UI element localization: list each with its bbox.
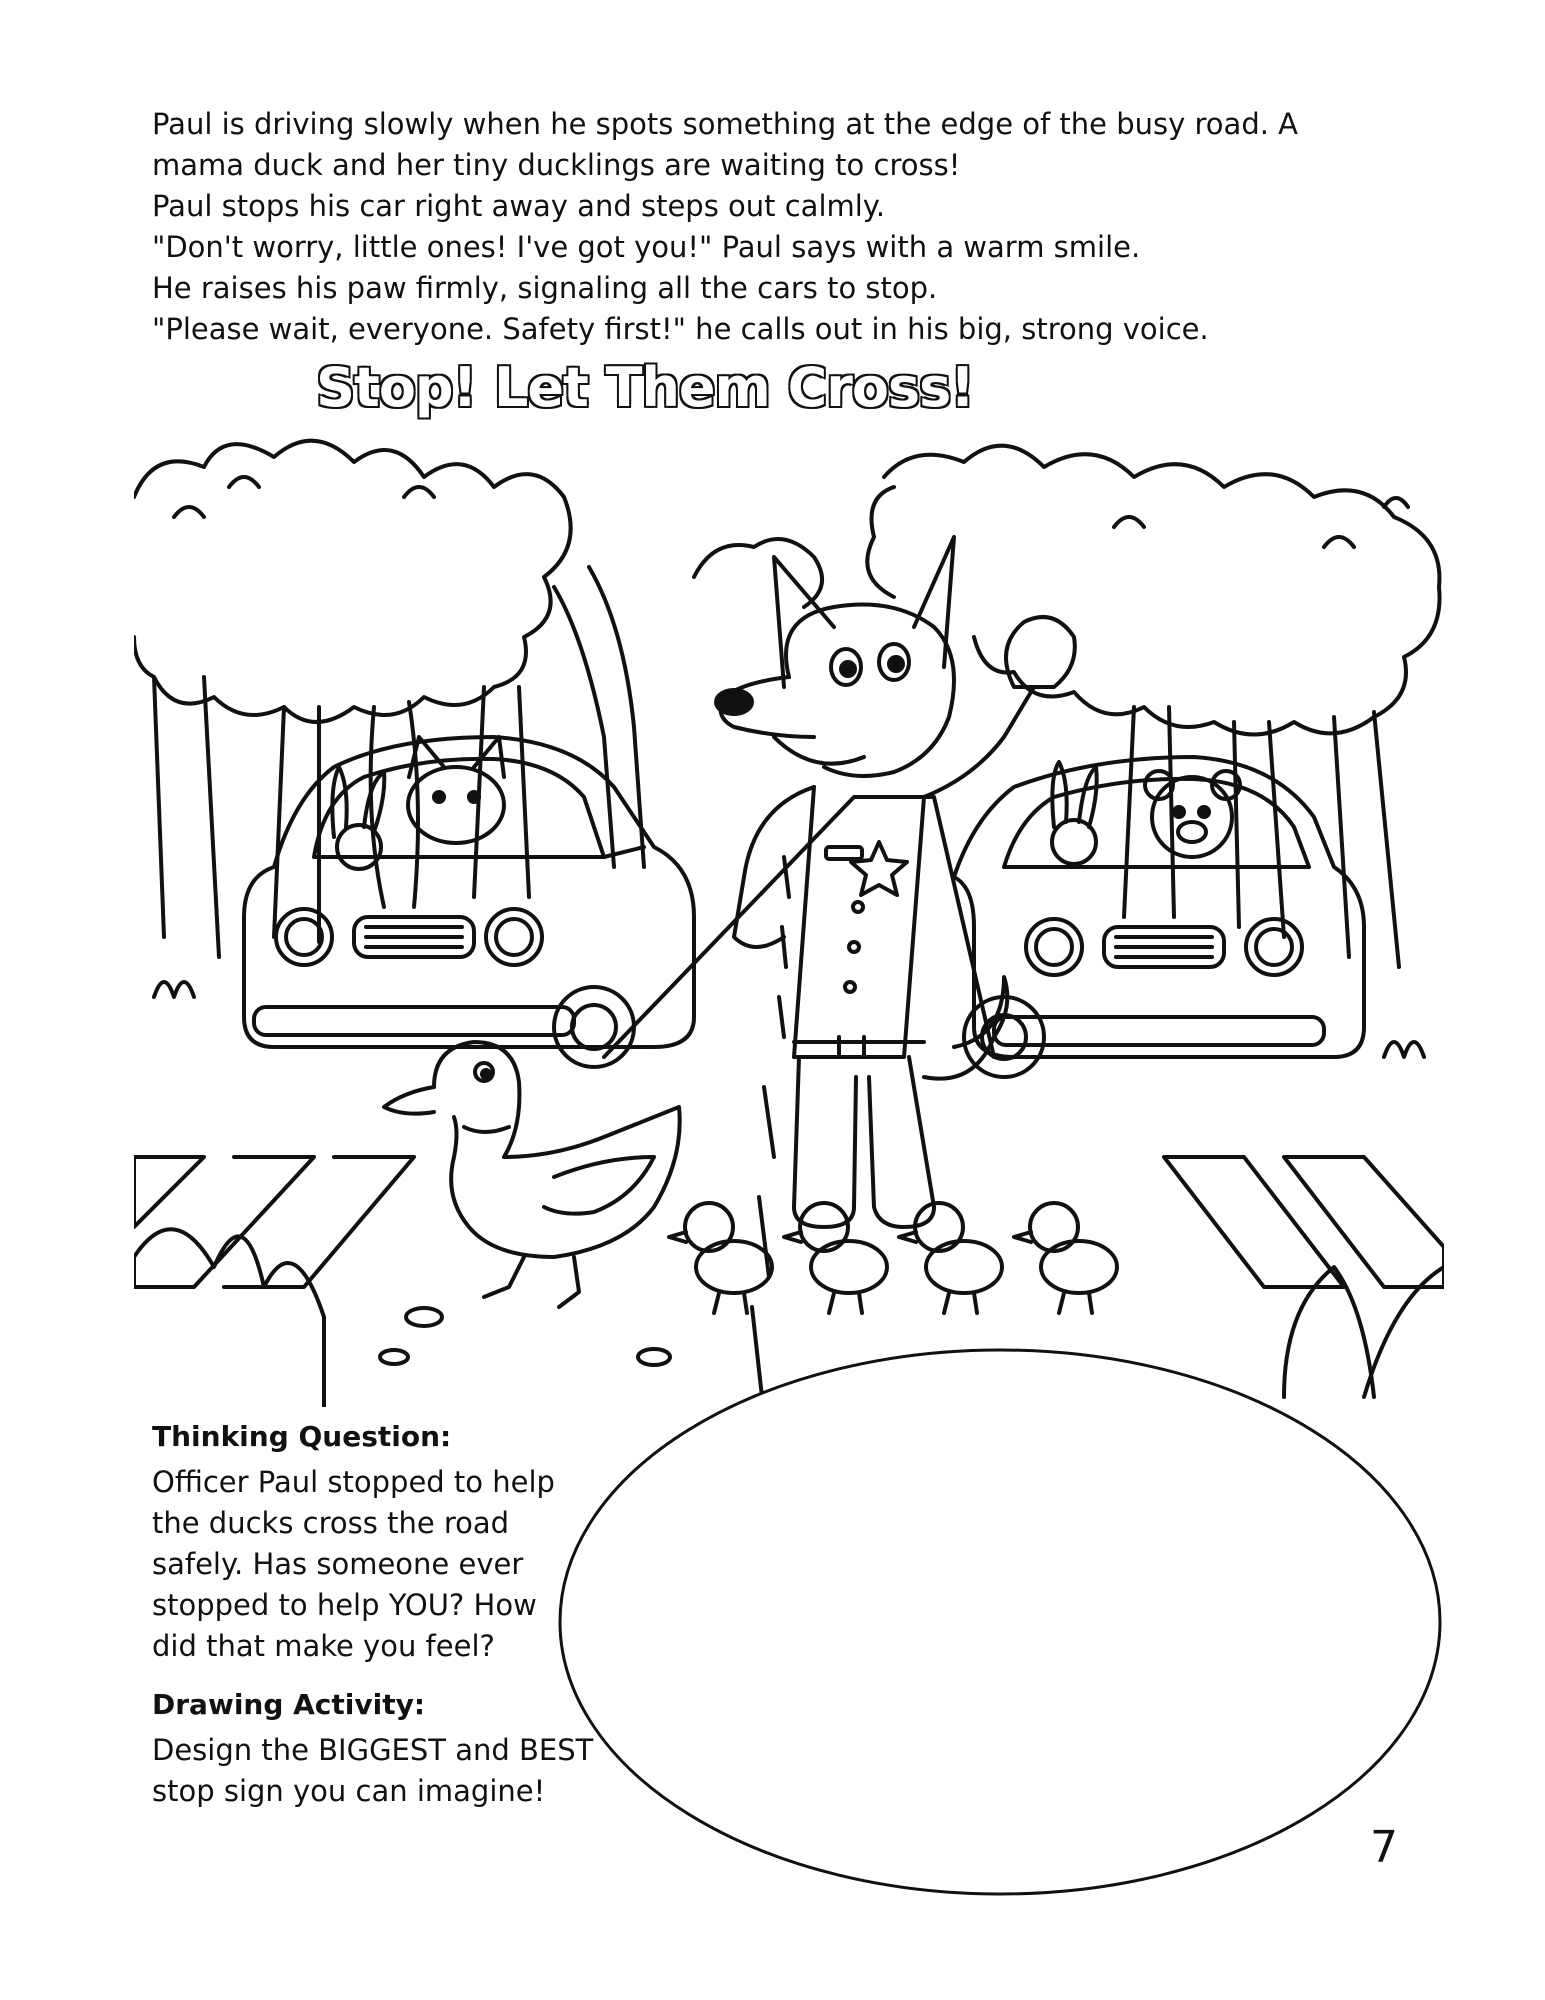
story-line: mama duck and her tiny ducklings are waiting to cross!	[152, 148, 961, 182]
page-title: Stop! Let Them Cross!	[316, 356, 974, 419]
ducklings	[669, 1203, 1117, 1313]
thinking-question-text	[152, 1462, 592, 1667]
thinking-line: safely. Has someone ever	[152, 1547, 524, 1581]
story-line: "Please wait, everyone. Safety first!" he calls out in his big, strong voice.	[152, 312, 1209, 346]
drawing-line: stop sign you can imagine!	[152, 1774, 546, 1808]
page-number: 7	[1370, 1822, 1398, 1873]
thinking-line: Officer Paul stopped to help	[152, 1465, 555, 1499]
crosswalk	[134, 1157, 1444, 1287]
drawing-oval[interactable]	[555, 1345, 1445, 1900]
tree-canopy	[134, 441, 1440, 735]
drawing-line: Design the BIGGEST and BEST	[152, 1733, 594, 1767]
drawing-activity-heading: Drawing Activity:	[152, 1688, 426, 1721]
right-car	[954, 757, 1364, 1077]
mother-duck	[384, 1042, 680, 1307]
thinking-line: the ducks cross the road	[152, 1506, 510, 1540]
story-line: "Don't worry, little ones! I've got you!" Paul says with a warm smile.	[152, 230, 1141, 264]
story-line: Paul stops his car right away and steps out calmly.	[152, 189, 886, 223]
coloring-illustration	[134, 437, 1444, 1407]
story-text	[152, 104, 1402, 350]
thinking-question-heading: Thinking Question:	[152, 1420, 452, 1453]
thinking-line: stopped to help YOU? How	[152, 1588, 537, 1622]
left-car	[244, 737, 694, 1067]
thinking-line: did that make you feel?	[152, 1629, 495, 1663]
story-line: Paul is driving slowly when he spots something at the edge of the busy road. A	[152, 107, 1298, 141]
drawing-activity-text	[152, 1730, 622, 1812]
story-line: He raises his paw firmly, signaling all the cars to stop.	[152, 271, 938, 305]
